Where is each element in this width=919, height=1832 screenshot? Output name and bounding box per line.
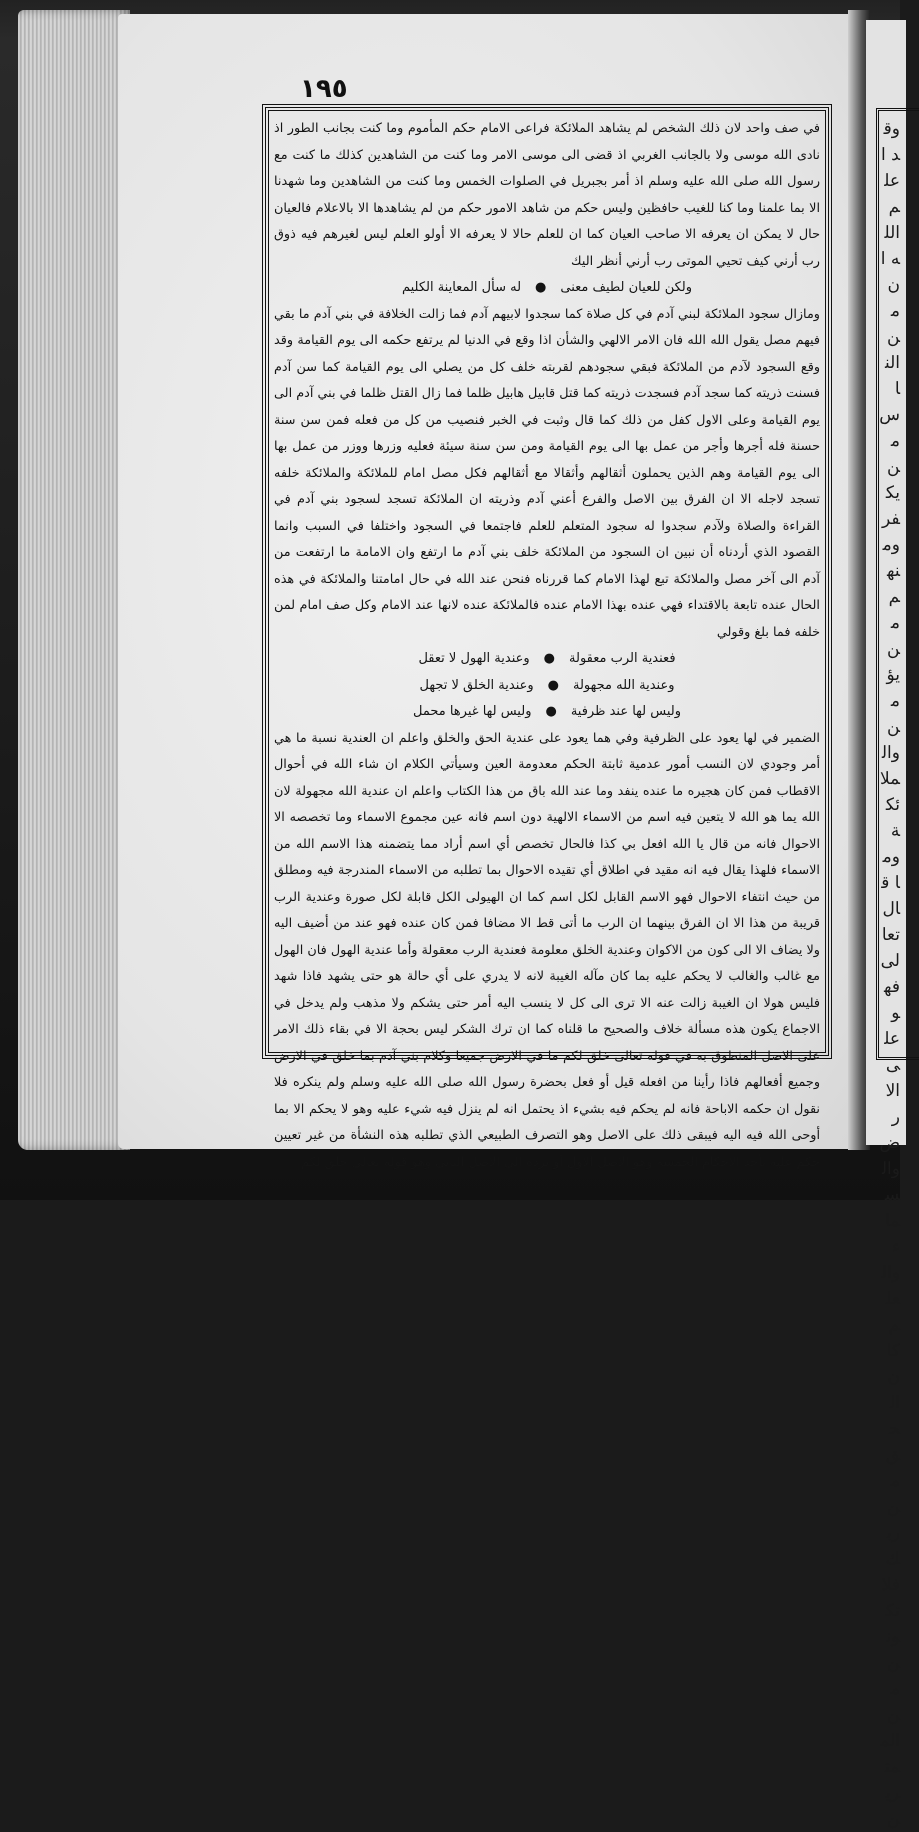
page-edges-stack [18,10,130,1150]
paragraph-1: في صف واحد لان ذلك الشخص لم يشاهد الملائكة فراعى الامام حكم المأموم وما كنت بجانب الطور اذ نادى الله موسى ولا بالجانب الغربي اذ قضى الى موسى الامر وما كنت من الشاهدين كذلك ما كنت مع رسول الله صلى الله عليه وسلم اذ أمر بجبريل في الصلوات الخمس وما كنت من الشاهدين وما شهدنا الا بما علمنا وما كنا للغيب حافظين وليس حكم من شاهد الامور حكم من لم يشاهدها الا بالاعلام فالعيان حال لا يمكن ان يعرفه الا صاحب العيان كما ان للعلم حالا لا يعرفه الا أولو العلم ليس لغيرهم فيه ذوق رب أرني كيف تحيي الموتى رب أرني أنظر اليك [274,121,820,269]
page-body-text [274,116,820,1170]
verse-line [274,673,820,700]
verse-hemistich: ولكن للعيان لطيف معنى [560,280,693,295]
paragraph-3: الضمير في لها يعود على الظرفية وفي هما يعود على عندية الحق والخلق واعلم ان العندية نسبة ما هي أمر وجودي لان النسب أمور عدمية ثابتة الحكم معدومة العين وسيأتي الكلام ان شاء الله في أحوال الاقطاب فمن كان هجيره ما عنده ينفد وما عند الله باق من هذا الكتاب واعلم ان عندية الله مجهولة لان الله يما هو الله لا يتعين فيه اسم من الاسماء الالهية دون اسم فانه عين مجموع الاسماء وما تخصصه الا الاحوال فانه من قال يا الله افعل بي كذا فالحال تخصص أي اسم أراد مما يتضمنه هذا الاسم الله من الاسماء فلهذا يقال فيه انه مقيد في اطلاق أي تقيده الاحوال بما تطلبه من الاسماء المندرجة فيه ومطلق من حيث انتفاء الاحوال فهو الاسم القابل لكل اسم كما ان الهيولى الكل قابلة لكل صورة وعندية الرب قريبة من هذا الا ان الفرق بينهما ان الرب ما أتى قط الا مضافا فمن كان عنده فهو عند من أضيف اليه ولا يضاف الا الى كون من الاكوان وعندية الخلق معلومة فعندية الرب معقولة وأما عندية الهول فان الهول مع غالب والغالب لا يحكم عليه بما كان مآله الغيبة لانه لا يدري على أي حالة هو حتى يشهد فاذا شهد فليس هولا ان الغيبة زالت عنه الا ترى الى كل لا ينسب اليه أمر حتى يشكم ولا مذهب ولم يدخل في الاجماع يكون هذه مسألة خلاف والصحيح ما قلناه كما ان ترك الشكر ليس بحجة الا في بقاء ذلك الامر على الاصل المنطوق به في قوله تعالى خلق لكم ما في الارض جميعا وكلام بني آدم بما خلق في الارض وجميع أفعالهم فاذا رأينا من افعله قيل أو فعل بحضرة رسول الله صلى الله عليه وسلم ولم ينكره فلا نقول ان حكمه الاباحة فانه لم يحكم فيه بشيء اذ يحتمل انه لم ينزل فيه شيء عليه وهو لا يحكم الا بما أوحى الله فيه اليه فيبقى ذلك على الاصل وهو التصرف الطبيعي الذي تطلبه هذه النشأة من غير تعيين حكم عليه بأحد الاحكام الخمسة وهو الاصل الاول أو نرده الى الاصل الثاني وهو قوله تعالى خلق لكم [274,730,820,1170]
verse-hemistich: وليس لها غيرها محمل [413,704,532,719]
verse-hemistich: وليس لها عند ظرفية [570,704,682,719]
verse-hemistich: وعندية الهول لا تعقل [418,651,530,666]
verse-separator: ● [543,651,556,666]
verse-hemistich: له سأل المعاينة الكليم [401,280,522,295]
verse-hemistich: فعندية الرب معقولة [569,651,676,666]
verse-hemistich: وعندية الله مجهولة [573,677,675,693]
verse-line [274,275,820,302]
verse-hemistich: وعندية الخلق لا تجهل [419,677,534,693]
verse-line [274,646,820,673]
verse-separator: ● [535,280,547,295]
facing-page-text: وقد اعلم الله ان من الناس من يكفر ومنهم من يؤمن والملائكة وما قال تعالى فهو على الارض والسماء والعلم كان الحق من ربك فلا تكونن من الممترين [879,119,900,1829]
verse-separator: ● [547,677,559,693]
page-number: ١٩٥ [300,74,348,104]
verse-separator: ● [545,704,557,719]
verse-line [274,699,820,726]
paragraph-2: ومازال سجود الملائكة لبني آدم في كل صلاة كما سجدوا لابيهم آدم فما زالت الخلافة في بني آدم ما بقي فيهم مصل يقول الله الله فان الامر الالهي والشأن اذا وقع في الدنيا لم يرتفع حكمه الى يوم القيامة وقد وقع السجود لآدم من الملائكة فبقي سجودهم لقربته خلف كل من يصلي الى يوم القيامة كما سن آدم فسنت ذريته كما سجد آدم فسجدت ذريته كما قتل قابيل هابيل ظلما فما زال القتل ظلما في بني آدم الى يوم القيامة وعلى الاول كفل من ذلك كما قال وثبت في الخبر فنصيب من كل من فعله فمن سن سنة حسنة فله أجرها وأجر من عمل بها الى يوم القيامة ومن سن سنة سيئة فعليه وزرها ووزر من عمل بها الى يوم القيامة وهم الذين يحملون أثقالهم وأثقالا مع أثقالهم فكل مصل امام للملائكة والملائكة خلفه تسجد لاجله الا ان الفرق بين الاصل والفرع أعني آدم وذريته ان الملائكة تسجد لسجود بني آدم في القراءة والصلاة ولآدم سجدوا له سجود المتعلم للعلم فاجتمعا في السجود واختلفا في السبب وانما القصود الذي أردناه أن نبين ان السجود من الملائكة خلف بني آدم ما ارتفع وان الامامة ما ارتفعت من آدم الى آخر مصل والملائكة تبع لهذا الامام كما قررناه فنحن عند الله في حال امامتنا والملائكة في هذه الحال عنده تابعة بالاقتداء فهي عنده بهذا الامام عنده فالملائكة عنده لانها عند الامام وكل صف امام لمن خلفه فما بلغ وقولي [274,306,820,640]
